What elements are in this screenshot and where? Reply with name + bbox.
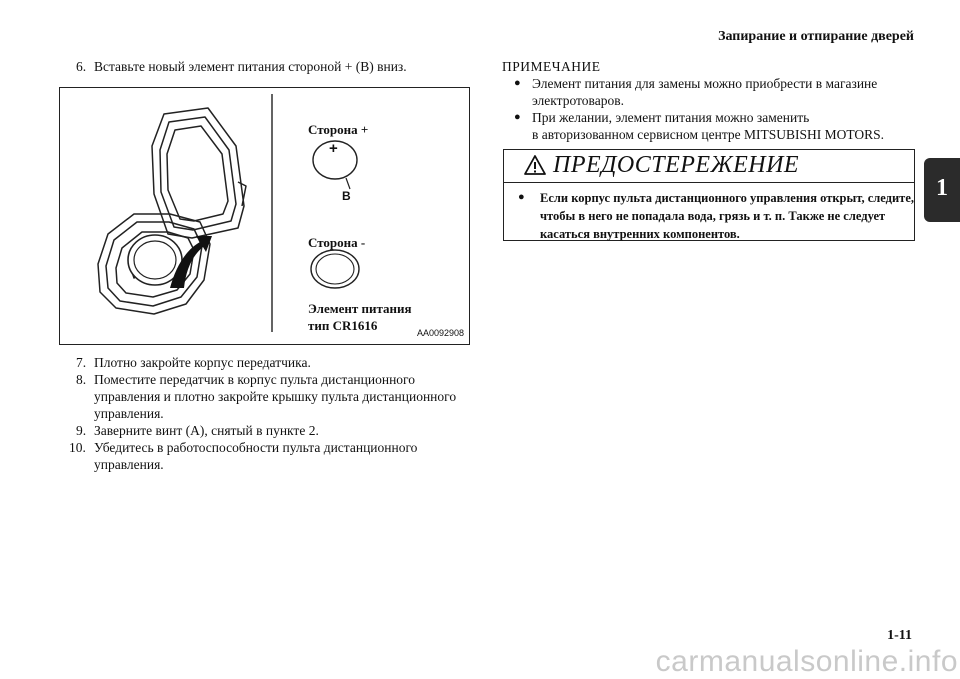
step-number: 8. bbox=[76, 372, 87, 387]
b-label: B bbox=[342, 189, 351, 203]
warning-box bbox=[503, 149, 915, 241]
step-text: Убедитесь в работоспособности пульта дистанционного bbox=[94, 440, 418, 455]
list-item bbox=[514, 75, 884, 109]
warning-header bbox=[504, 150, 914, 183]
list-item bbox=[514, 109, 884, 143]
warning-text: касаться внутренних компонентов. bbox=[540, 227, 740, 241]
step-number: 9. bbox=[76, 423, 87, 438]
note-text: электротоваров. bbox=[532, 93, 624, 108]
battery-type-line1: Элемент питания bbox=[308, 301, 412, 316]
side-minus-label: Сторона - bbox=[308, 235, 366, 250]
warning-text: Если корпус пульта дистанционного управления открыт, следите, bbox=[540, 191, 914, 205]
warning-title: ПРЕДОСТЕРЕЖЕНИЕ bbox=[553, 152, 800, 178]
plus-symbol: + bbox=[329, 140, 338, 157]
step-text: Плотно закройте корпус передатчика. bbox=[94, 355, 311, 370]
bullet-icon: ● bbox=[514, 111, 521, 123]
chapter-number: 1 bbox=[936, 175, 948, 201]
note-text: в авторизованном сервисном центре MITSUBISHI MOTORS. bbox=[532, 127, 885, 142]
page-number: 1-11 bbox=[887, 628, 912, 643]
step-text: управления. bbox=[94, 406, 164, 421]
bullet-icon: ● bbox=[518, 191, 525, 203]
side-plus-label: Сторона + bbox=[308, 122, 369, 137]
note-title: ПРИМЕЧАНИЕ bbox=[502, 59, 601, 74]
watermark: carmanualsonline.info bbox=[655, 645, 958, 678]
step-text: управления и плотно закройте крышку пульта дистанционного bbox=[94, 389, 457, 404]
step-number: 10. bbox=[69, 440, 86, 455]
battery-type-line2: тип CR1616 bbox=[308, 318, 378, 333]
list-item bbox=[76, 422, 456, 439]
step-text: Заверните винт (A), снятый в пункте 2. bbox=[94, 423, 319, 438]
header-title: Запирание и отпирание дверей bbox=[718, 29, 914, 44]
bullet-icon: ● bbox=[514, 77, 521, 89]
warning-triangle-icon bbox=[524, 155, 546, 175]
list-item bbox=[69, 439, 456, 473]
warning-body bbox=[518, 189, 914, 243]
note-text: Элемент питания для замены можно приобрести в магазине bbox=[532, 76, 878, 91]
step-number: 6. bbox=[76, 59, 87, 74]
steps-list bbox=[69, 354, 457, 473]
step-text: управления. bbox=[94, 457, 164, 472]
note-list bbox=[514, 75, 884, 143]
step-6 bbox=[76, 58, 407, 75]
step-text: Поместите передатчик в корпус пульта дистанционного bbox=[94, 372, 416, 387]
note-text: При желании, элемент питания можно заменить bbox=[532, 110, 810, 125]
step-text: Вставьте новый элемент питания стороной + (B) вниз. bbox=[94, 59, 407, 74]
step-number: 7. bbox=[76, 355, 87, 370]
warning-text: чтобы в него не попадала вода, грязь и т. п. Также не следует bbox=[540, 209, 886, 223]
figure-code: AA0092908 bbox=[417, 328, 465, 338]
chapter-tab bbox=[924, 158, 960, 222]
list-item bbox=[76, 354, 456, 371]
battery-figure bbox=[59, 87, 470, 345]
list-item bbox=[76, 371, 456, 422]
